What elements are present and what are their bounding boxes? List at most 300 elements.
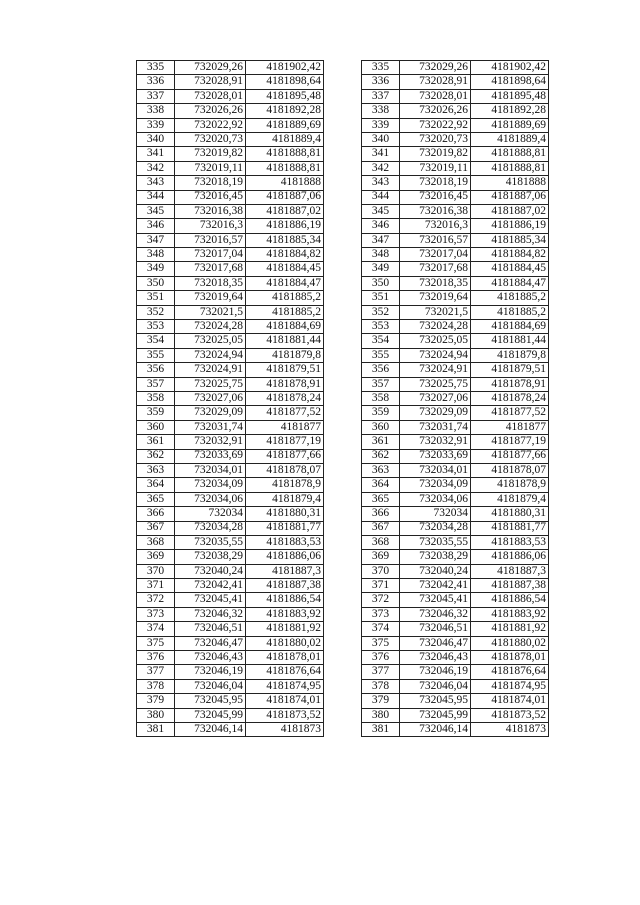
x-coordinate-cell: 732017,68 [175,262,246,276]
table-row [362,391,549,405]
table-row [137,679,324,693]
y-coordinate-cell: 4181879,4 [471,492,549,506]
y-coordinate-cell: 4181878,01 [246,651,324,665]
x-coordinate-cell: 732029,26 [175,61,246,75]
y-coordinate-cell: 4181889,69 [246,118,324,132]
y-coordinate-cell: 4181877 [246,420,324,434]
x-coordinate-cell: 732033,69 [400,449,471,463]
x-coordinate-cell: 732025,05 [400,334,471,348]
table-row [137,579,324,593]
y-coordinate-cell: 4181885,34 [246,233,324,247]
point-number-cell: 344 [362,190,400,204]
x-coordinate-cell: 732034,06 [400,492,471,506]
point-number-cell: 339 [362,118,400,132]
point-number-cell: 371 [137,579,175,593]
table-row [137,334,324,348]
x-coordinate-cell: 732020,73 [400,132,471,146]
table-row [137,132,324,146]
point-number-cell: 355 [137,348,175,362]
x-coordinate-cell: 732034 [175,507,246,521]
x-coordinate-cell: 732034,01 [400,463,471,477]
x-coordinate-cell: 732018,19 [400,176,471,190]
y-coordinate-cell: 4181874,95 [471,679,549,693]
x-coordinate-cell: 732024,94 [175,348,246,362]
point-number-cell: 355 [362,348,400,362]
table-row [362,291,549,305]
table-row [362,651,549,665]
table-row [137,463,324,477]
y-coordinate-cell: 4181874,01 [246,694,324,708]
x-coordinate-cell: 732045,41 [175,593,246,607]
point-number-cell: 345 [362,204,400,218]
table-row [362,118,549,132]
point-number-cell: 342 [362,161,400,175]
x-coordinate-cell: 732017,04 [175,248,246,262]
y-coordinate-cell: 4181888 [246,176,324,190]
table-row [362,348,549,362]
x-coordinate-cell: 732038,29 [175,550,246,564]
y-coordinate-cell: 4181880,02 [246,636,324,650]
x-coordinate-cell: 732025,05 [175,334,246,348]
point-number-cell: 340 [362,132,400,146]
x-coordinate-cell: 732045,95 [400,694,471,708]
point-number-cell: 379 [137,694,175,708]
point-number-cell: 372 [137,593,175,607]
point-number-cell: 347 [362,233,400,247]
table-row [362,89,549,103]
y-coordinate-cell: 4181878,91 [471,377,549,391]
x-coordinate-cell: 732046,43 [400,651,471,665]
y-coordinate-cell: 4181876,64 [471,665,549,679]
x-coordinate-cell: 732032,91 [400,435,471,449]
table-row [137,607,324,621]
table-row [137,118,324,132]
point-number-cell: 375 [362,636,400,650]
table-row [362,276,549,290]
table-row [362,190,549,204]
y-coordinate-cell: 4181877,19 [471,435,549,449]
table-row [362,593,549,607]
point-number-cell: 356 [137,363,175,377]
table-row [137,176,324,190]
x-coordinate-cell: 732029,26 [400,61,471,75]
x-coordinate-cell: 732018,35 [400,276,471,290]
y-coordinate-cell: 4181877,52 [471,406,549,420]
table-row [137,420,324,434]
x-coordinate-cell: 732026,26 [400,104,471,118]
point-number-cell: 370 [362,564,400,578]
point-number-cell: 381 [362,722,400,736]
point-number-cell: 371 [362,579,400,593]
y-coordinate-cell: 4181873,52 [246,708,324,722]
table-row [362,406,549,420]
point-number-cell: 359 [362,406,400,420]
point-number-cell: 375 [137,636,175,650]
x-coordinate-cell: 732046,04 [175,679,246,693]
point-number-cell: 365 [137,492,175,506]
table-row [362,679,549,693]
point-number-cell: 360 [137,420,175,434]
point-number-cell: 337 [362,89,400,103]
y-coordinate-cell: 4181888,81 [471,161,549,175]
point-number-cell: 335 [362,61,400,75]
point-number-cell: 338 [362,104,400,118]
table-row [362,521,549,535]
x-coordinate-cell: 732016,3 [175,219,246,233]
y-coordinate-cell: 4181883,92 [246,607,324,621]
x-coordinate-cell: 732017,68 [400,262,471,276]
y-coordinate-cell: 4181886,06 [246,550,324,564]
y-coordinate-cell: 4181881,44 [246,334,324,348]
point-number-cell: 380 [137,708,175,722]
point-number-cell: 373 [362,607,400,621]
y-coordinate-cell: 4181888,81 [471,147,549,161]
table-row [362,636,549,650]
y-coordinate-cell: 4181878,9 [246,478,324,492]
y-coordinate-cell: 4181874,95 [246,679,324,693]
table-row [137,391,324,405]
x-coordinate-cell: 732032,91 [175,435,246,449]
x-coordinate-cell: 732016,38 [400,204,471,218]
table-row [137,550,324,564]
table-row [137,564,324,578]
point-number-cell: 351 [362,291,400,305]
x-coordinate-cell: 732045,99 [175,708,246,722]
y-coordinate-cell: 4181887,02 [471,204,549,218]
table-row [137,147,324,161]
table-row [362,176,549,190]
y-coordinate-cell: 4181884,82 [246,248,324,262]
x-coordinate-cell: 732024,28 [175,320,246,334]
y-coordinate-cell: 4181880,31 [246,507,324,521]
y-coordinate-cell: 4181873 [246,722,324,736]
point-number-cell: 378 [362,679,400,693]
table-row [137,449,324,463]
table-row [137,262,324,276]
y-coordinate-cell: 4181880,31 [471,507,549,521]
point-number-cell: 374 [137,622,175,636]
table-row [137,492,324,506]
x-coordinate-cell: 732025,75 [175,377,246,391]
y-coordinate-cell: 4181879,51 [471,363,549,377]
x-coordinate-cell: 732035,55 [175,535,246,549]
y-coordinate-cell: 4181878,07 [471,463,549,477]
y-coordinate-cell: 4181886,06 [471,550,549,564]
y-coordinate-cell: 4181881,77 [471,521,549,535]
point-number-cell: 367 [137,521,175,535]
point-number-cell: 362 [137,449,175,463]
x-coordinate-cell: 732024,28 [400,320,471,334]
point-number-cell: 354 [137,334,175,348]
y-coordinate-cell: 4181878,9 [471,478,549,492]
x-coordinate-cell: 732027,06 [175,391,246,405]
y-coordinate-cell: 4181884,69 [246,320,324,334]
table-row [137,636,324,650]
x-coordinate-cell: 732046,51 [400,622,471,636]
table-row [362,233,549,247]
y-coordinate-cell: 4181878,91 [246,377,324,391]
x-coordinate-cell: 732019,64 [400,291,471,305]
y-coordinate-cell: 4181879,51 [246,363,324,377]
x-coordinate-cell: 732026,26 [175,104,246,118]
x-coordinate-cell: 732034,09 [175,478,246,492]
point-number-cell: 346 [362,219,400,233]
y-coordinate-cell: 4181902,42 [471,61,549,75]
table-row [362,161,549,175]
point-number-cell: 351 [137,291,175,305]
point-number-cell: 335 [137,61,175,75]
y-coordinate-cell: 4181873,52 [471,708,549,722]
table-row [137,478,324,492]
x-coordinate-cell: 732034,01 [175,463,246,477]
table-row [362,420,549,434]
y-coordinate-cell: 4181898,64 [246,75,324,89]
x-coordinate-cell: 732022,92 [400,118,471,132]
coordinates-table-right [361,60,549,737]
y-coordinate-cell: 4181884,82 [471,248,549,262]
coordinates-table-left [136,60,324,737]
point-number-cell: 350 [362,276,400,290]
x-coordinate-cell: 732019,82 [400,147,471,161]
table-row [137,276,324,290]
point-number-cell: 340 [137,132,175,146]
point-number-cell: 365 [362,492,400,506]
x-coordinate-cell: 732027,06 [400,391,471,405]
x-coordinate-cell: 732046,47 [175,636,246,650]
x-coordinate-cell: 732031,74 [175,420,246,434]
table-row [362,75,549,89]
point-number-cell: 372 [362,593,400,607]
point-number-cell: 350 [137,276,175,290]
y-coordinate-cell: 4181887,3 [471,564,549,578]
point-number-cell: 366 [362,507,400,521]
point-number-cell: 353 [137,320,175,334]
x-coordinate-cell: 732046,19 [400,665,471,679]
point-number-cell: 353 [362,320,400,334]
x-coordinate-cell: 732046,32 [400,607,471,621]
y-coordinate-cell: 4181884,45 [246,262,324,276]
coordinates-table-left-body [137,61,324,737]
table-row [362,320,549,334]
x-coordinate-cell: 732016,57 [175,233,246,247]
y-coordinate-cell: 4181887,02 [246,204,324,218]
y-coordinate-cell: 4181879,8 [471,348,549,362]
y-coordinate-cell: 4181898,64 [471,75,549,89]
y-coordinate-cell: 4181877 [471,420,549,434]
x-coordinate-cell: 732046,32 [175,607,246,621]
table-row [137,694,324,708]
point-number-cell: 343 [137,176,175,190]
point-number-cell: 336 [137,75,175,89]
point-number-cell: 361 [362,435,400,449]
y-coordinate-cell: 4181883,92 [471,607,549,621]
x-coordinate-cell: 732034 [400,507,471,521]
table-row [137,535,324,549]
table-row [137,435,324,449]
table-row [362,377,549,391]
y-coordinate-cell: 4181878,24 [471,391,549,405]
table-row [137,507,324,521]
point-number-cell: 359 [137,406,175,420]
x-coordinate-cell: 732016,3 [400,219,471,233]
y-coordinate-cell: 4181889,4 [246,132,324,146]
x-coordinate-cell: 732019,64 [175,291,246,305]
x-coordinate-cell: 732016,38 [175,204,246,218]
y-coordinate-cell: 4181886,54 [246,593,324,607]
point-number-cell: 369 [362,550,400,564]
x-coordinate-cell: 732024,91 [400,363,471,377]
point-number-cell: 344 [137,190,175,204]
y-coordinate-cell: 4181883,53 [246,535,324,549]
table-row [362,492,549,506]
x-coordinate-cell: 732024,94 [400,348,471,362]
x-coordinate-cell: 732029,09 [400,406,471,420]
table-row [137,665,324,679]
y-coordinate-cell: 4181885,2 [246,305,324,319]
y-coordinate-cell: 4181878,01 [471,651,549,665]
x-coordinate-cell: 732033,69 [175,449,246,463]
point-number-cell: 380 [362,708,400,722]
table-row [137,406,324,420]
point-number-cell: 349 [362,262,400,276]
table-row [137,248,324,262]
y-coordinate-cell: 4181877,66 [471,449,549,463]
point-number-cell: 376 [362,651,400,665]
point-number-cell: 352 [137,305,175,319]
y-coordinate-cell: 4181887,38 [246,579,324,593]
y-coordinate-cell: 4181892,28 [246,104,324,118]
table-row [137,219,324,233]
x-coordinate-cell: 732046,14 [400,722,471,736]
point-number-cell: 349 [137,262,175,276]
table-row [137,622,324,636]
point-number-cell: 357 [362,377,400,391]
point-number-cell: 364 [362,478,400,492]
table-row [362,147,549,161]
table-row [362,204,549,218]
table-row [362,665,549,679]
x-coordinate-cell: 732028,01 [175,89,246,103]
point-number-cell: 379 [362,694,400,708]
table-row [137,104,324,118]
point-number-cell: 377 [137,665,175,679]
point-number-cell: 376 [137,651,175,665]
table-row [137,708,324,722]
x-coordinate-cell: 732042,41 [175,579,246,593]
y-coordinate-cell: 4181878,07 [246,463,324,477]
table-row [362,449,549,463]
table-row [362,435,549,449]
point-number-cell: 348 [362,248,400,262]
point-number-cell: 367 [362,521,400,535]
y-coordinate-cell: 4181888 [471,176,549,190]
table-row [362,132,549,146]
x-coordinate-cell: 732031,74 [400,420,471,434]
y-coordinate-cell: 4181881,77 [246,521,324,535]
y-coordinate-cell: 4181892,28 [471,104,549,118]
point-number-cell: 346 [137,219,175,233]
table-row [137,190,324,204]
x-coordinate-cell: 732017,04 [400,248,471,262]
table-row [362,305,549,319]
table-row [137,377,324,391]
y-coordinate-cell: 4181874,01 [471,694,549,708]
y-coordinate-cell: 4181884,47 [471,276,549,290]
table-row [137,204,324,218]
point-number-cell: 374 [362,622,400,636]
y-coordinate-cell: 4181887,06 [246,190,324,204]
point-number-cell: 345 [137,204,175,218]
point-number-cell: 366 [137,507,175,521]
y-coordinate-cell: 4181884,69 [471,320,549,334]
x-coordinate-cell: 732025,75 [400,377,471,391]
table-row [137,75,324,89]
y-coordinate-cell: 4181880,02 [471,636,549,650]
table-row [362,262,549,276]
table-row [362,104,549,118]
y-coordinate-cell: 4181876,64 [246,665,324,679]
x-coordinate-cell: 732046,43 [175,651,246,665]
table-row [362,61,549,75]
table-row [137,161,324,175]
y-coordinate-cell: 4181877,66 [246,449,324,463]
x-coordinate-cell: 732020,73 [175,132,246,146]
point-number-cell: 352 [362,305,400,319]
table-row [137,651,324,665]
point-number-cell: 364 [137,478,175,492]
point-number-cell: 362 [362,449,400,463]
point-number-cell: 373 [137,607,175,621]
x-coordinate-cell: 732019,11 [400,161,471,175]
y-coordinate-cell: 4181895,48 [246,89,324,103]
x-coordinate-cell: 732038,29 [400,550,471,564]
x-coordinate-cell: 732019,11 [175,161,246,175]
table-row [362,622,549,636]
table-row [137,348,324,362]
coordinates-table-right-body [362,61,549,737]
y-coordinate-cell: 4181884,47 [246,276,324,290]
table-row [137,89,324,103]
y-coordinate-cell: 4181889,69 [471,118,549,132]
y-coordinate-cell: 4181877,19 [246,435,324,449]
point-number-cell: 363 [137,463,175,477]
y-coordinate-cell: 4181887,3 [246,564,324,578]
table-row [137,291,324,305]
y-coordinate-cell: 4181884,45 [471,262,549,276]
table-row [362,694,549,708]
x-coordinate-cell: 732016,57 [400,233,471,247]
table-row [137,305,324,319]
table-row [137,593,324,607]
point-number-cell: 356 [362,363,400,377]
point-number-cell: 381 [137,722,175,736]
point-number-cell: 361 [137,435,175,449]
y-coordinate-cell: 4181881,92 [246,622,324,636]
point-number-cell: 337 [137,89,175,103]
y-coordinate-cell: 4181873 [471,722,549,736]
x-coordinate-cell: 732019,82 [175,147,246,161]
y-coordinate-cell: 4181889,4 [471,132,549,146]
point-number-cell: 378 [137,679,175,693]
y-coordinate-cell: 4181885,2 [471,291,549,305]
table-row [362,535,549,549]
y-coordinate-cell: 4181881,92 [471,622,549,636]
x-coordinate-cell: 732028,91 [175,75,246,89]
point-number-cell: 358 [137,391,175,405]
point-number-cell: 357 [137,377,175,391]
point-number-cell: 358 [362,391,400,405]
y-coordinate-cell: 4181886,19 [471,219,549,233]
